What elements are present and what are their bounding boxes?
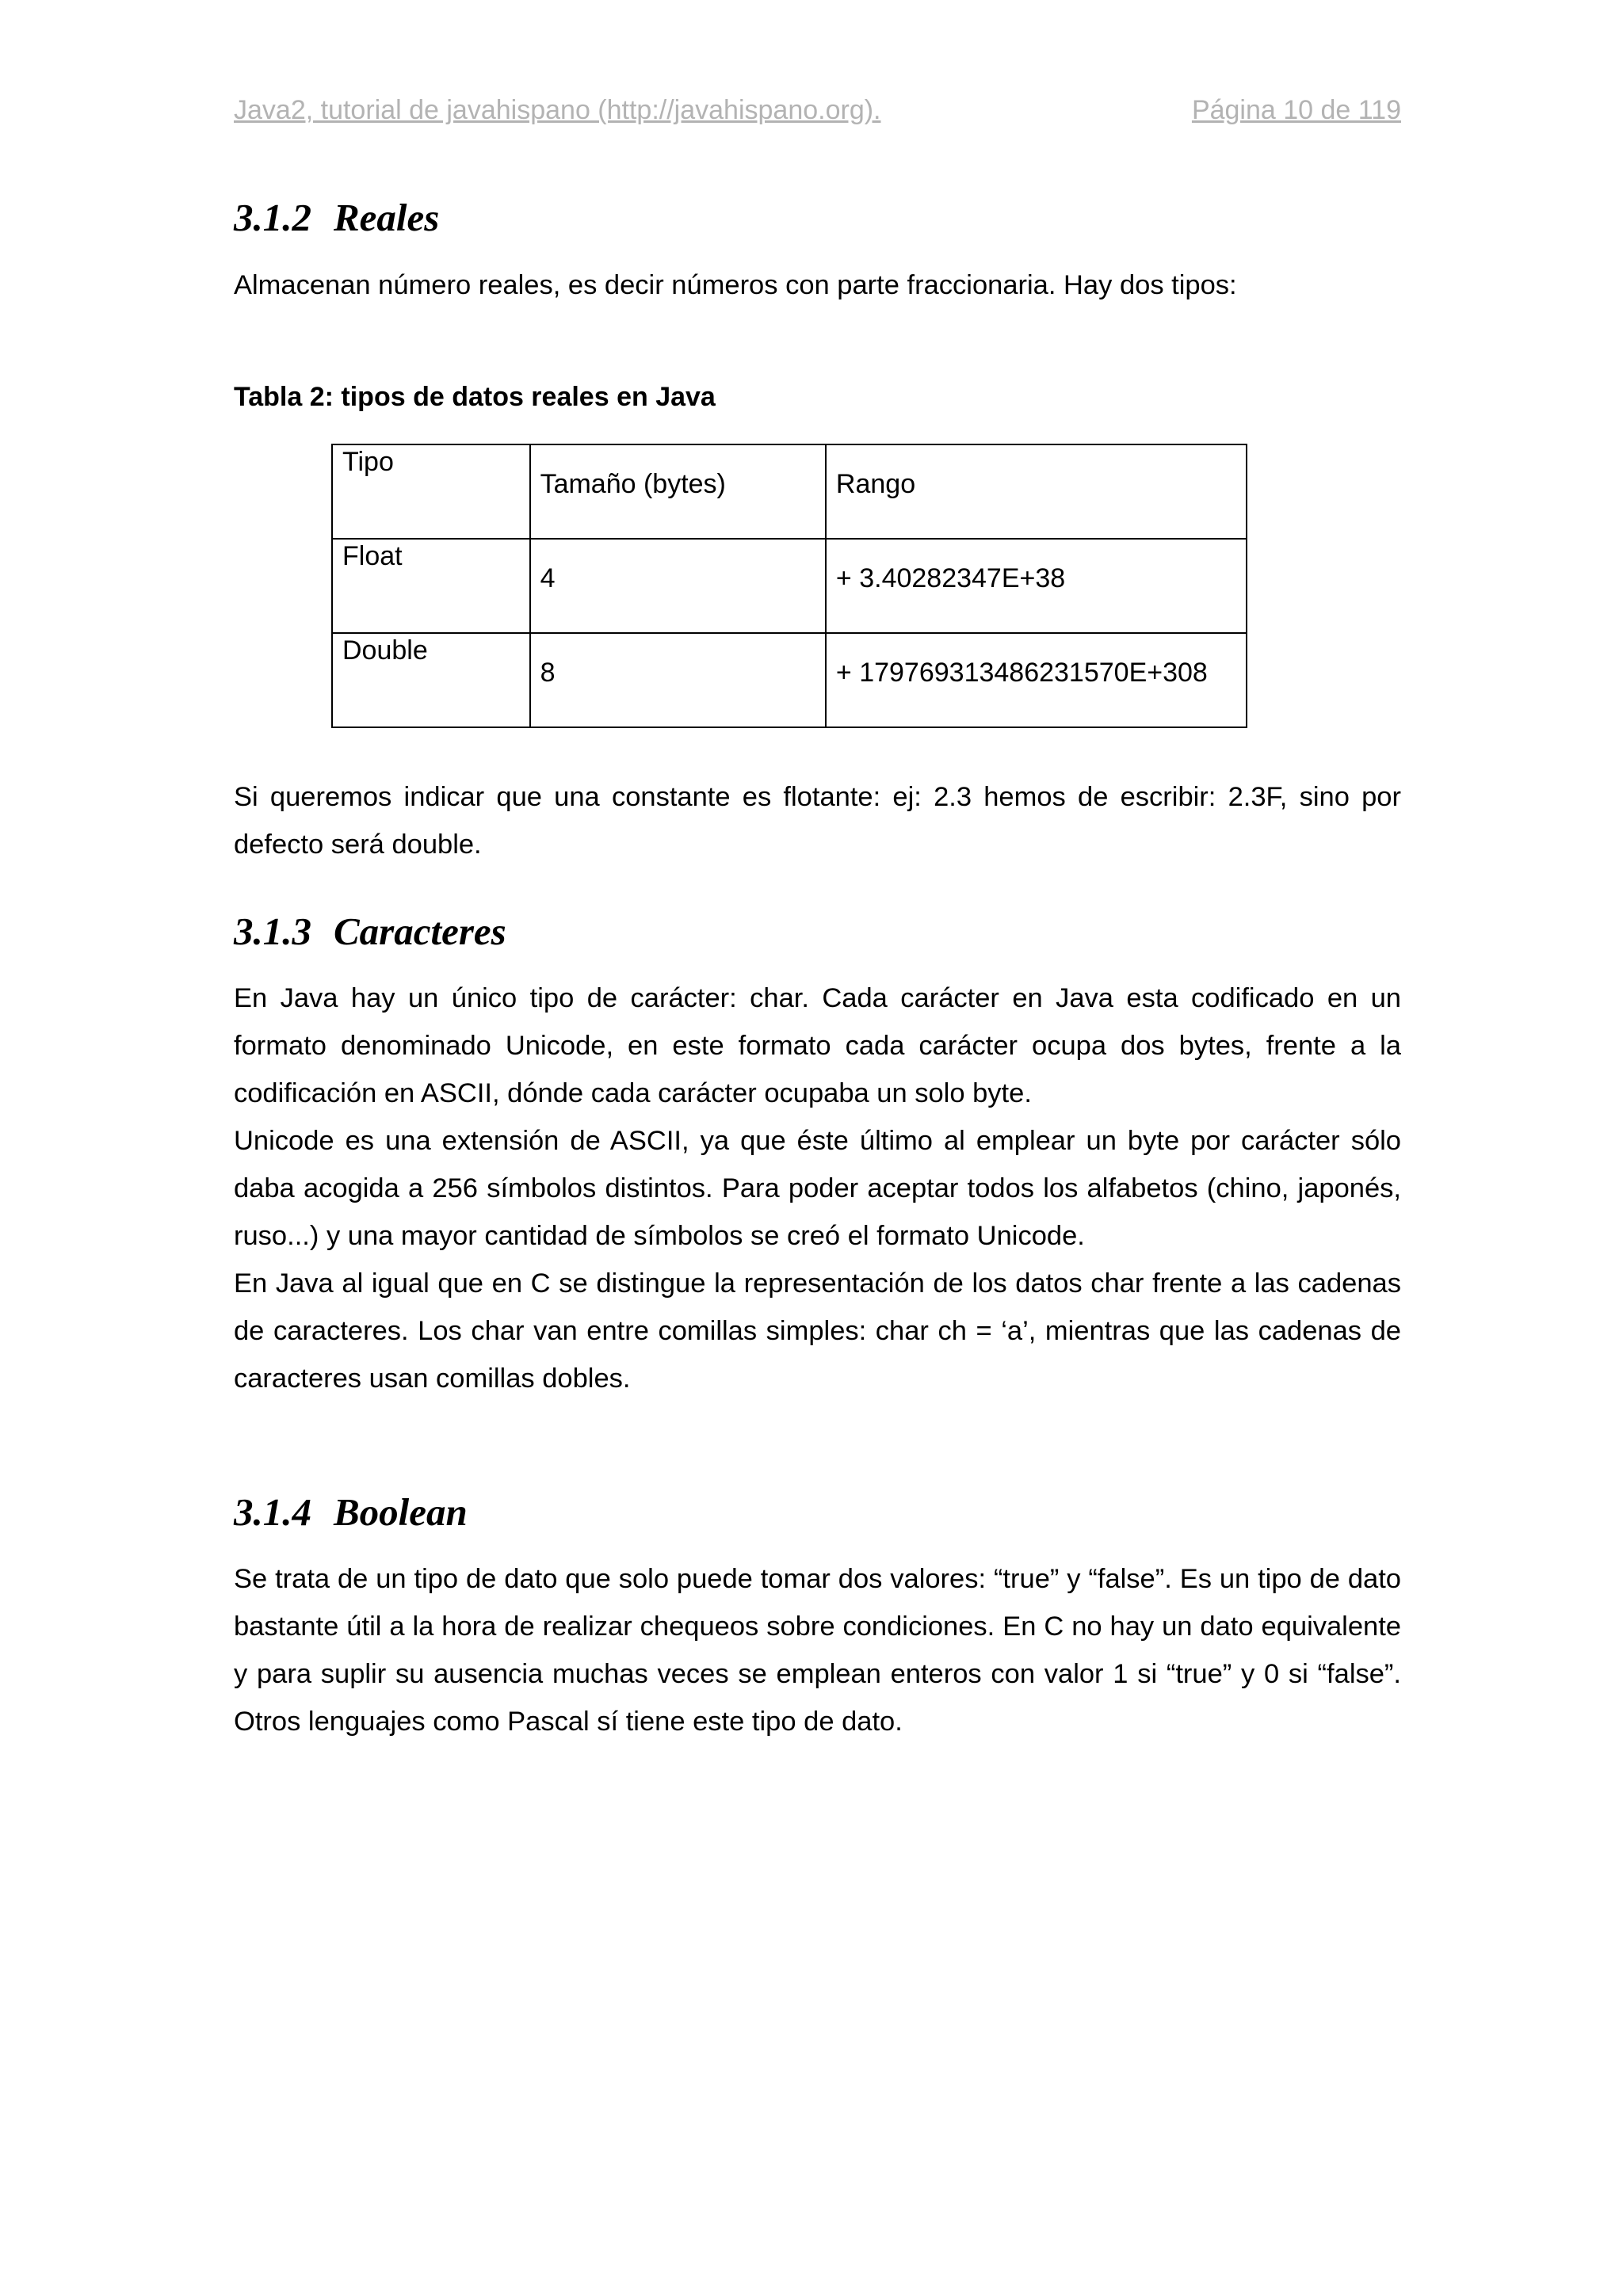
boolean-paragraph: Se trata de un tipo de dato que solo puede tomar dos valores: “true” y “false”. Es un tipo de dato bastante útil a la hora de realizar chequeos sobre condiciones. En C no hay un dato equivalente y para suplir su ausencia muchas veces se emplean enteros con valor 1 si “true” y 0 si “false”. Otros lenguajes como Pascal sí tiene este tipo de dato. bbox=[234, 1564, 1401, 1737]
section-heading-reales bbox=[234, 194, 439, 242]
section-number: 3.1.4 bbox=[234, 1490, 311, 1534]
real-types-table bbox=[331, 444, 1247, 728]
page-number: Página 10 de 119 bbox=[1191, 95, 1401, 125]
header-title-link[interactable]: Java2, tutorial de javahispano (http://javahispano.org). bbox=[234, 95, 881, 125]
table-cell: + 179769313486231570E+308 bbox=[826, 633, 1247, 727]
table-caption: Tabla 2: tipos de datos reales en Java bbox=[234, 382, 716, 412]
caracteres-paragraph-2: Unicode es una extensión de ASCII, ya que éste último al emplear un byte por carácter sólo daba acogida a 256 símbolos distintos. Para poder aceptar todos los alfabetos (chino, japonés, ruso...) y una mayor cantidad de símbolos se creó el formato Unicode. bbox=[234, 1126, 1401, 1251]
section-title: Caracteres bbox=[334, 910, 506, 953]
reales-note: Si queremos indicar que una constante es flotante: ej: 2.3 hemos de escribir: 2.3F, sino por defecto será double. bbox=[234, 782, 1401, 860]
reales-intro: Almacenan número reales, es decir números con parte fraccionaria. Hay dos tipos: bbox=[234, 270, 1237, 300]
table-cell: Float bbox=[332, 539, 530, 633]
table-row bbox=[332, 633, 1247, 727]
table-row bbox=[332, 539, 1247, 633]
section-number: 3.1.3 bbox=[234, 910, 311, 953]
table-header-cell: Tipo bbox=[332, 444, 530, 539]
section-number: 3.1.2 bbox=[234, 196, 311, 239]
caracteres-paragraph-1: En Java hay un único tipo de carácter: char. Cada carácter en Java esta codificado en un formato denominado Unicode, en este formato cada carácter ocupa dos bytes, frente a la codificación en ASCII, dónde cada carácter ocupaba un solo byte. bbox=[234, 983, 1401, 1108]
table-cell: 8 bbox=[530, 633, 826, 727]
section-heading-boolean bbox=[234, 1489, 468, 1536]
section-title: Boolean bbox=[334, 1490, 468, 1534]
table-header-row bbox=[332, 444, 1247, 539]
table-cell: Double bbox=[332, 633, 530, 727]
table-header-cell: Tamaño (bytes) bbox=[530, 444, 826, 539]
table-cell: 4 bbox=[530, 539, 826, 633]
section-title: Reales bbox=[334, 196, 440, 239]
caracteres-paragraph-3: En Java al igual que en C se distingue la representación de los datos char frente a las cadenas de caracteres. Los char van entre comillas simples: char ch = ‘a’, mientras que las cadenas de caracteres usan comillas dobles. bbox=[234, 1268, 1401, 1394]
table-header-cell: Rango bbox=[826, 444, 1247, 539]
page-header bbox=[234, 95, 1401, 135]
section-heading-caracteres bbox=[234, 908, 506, 955]
table-cell: + 3.40282347E+38 bbox=[826, 539, 1247, 633]
